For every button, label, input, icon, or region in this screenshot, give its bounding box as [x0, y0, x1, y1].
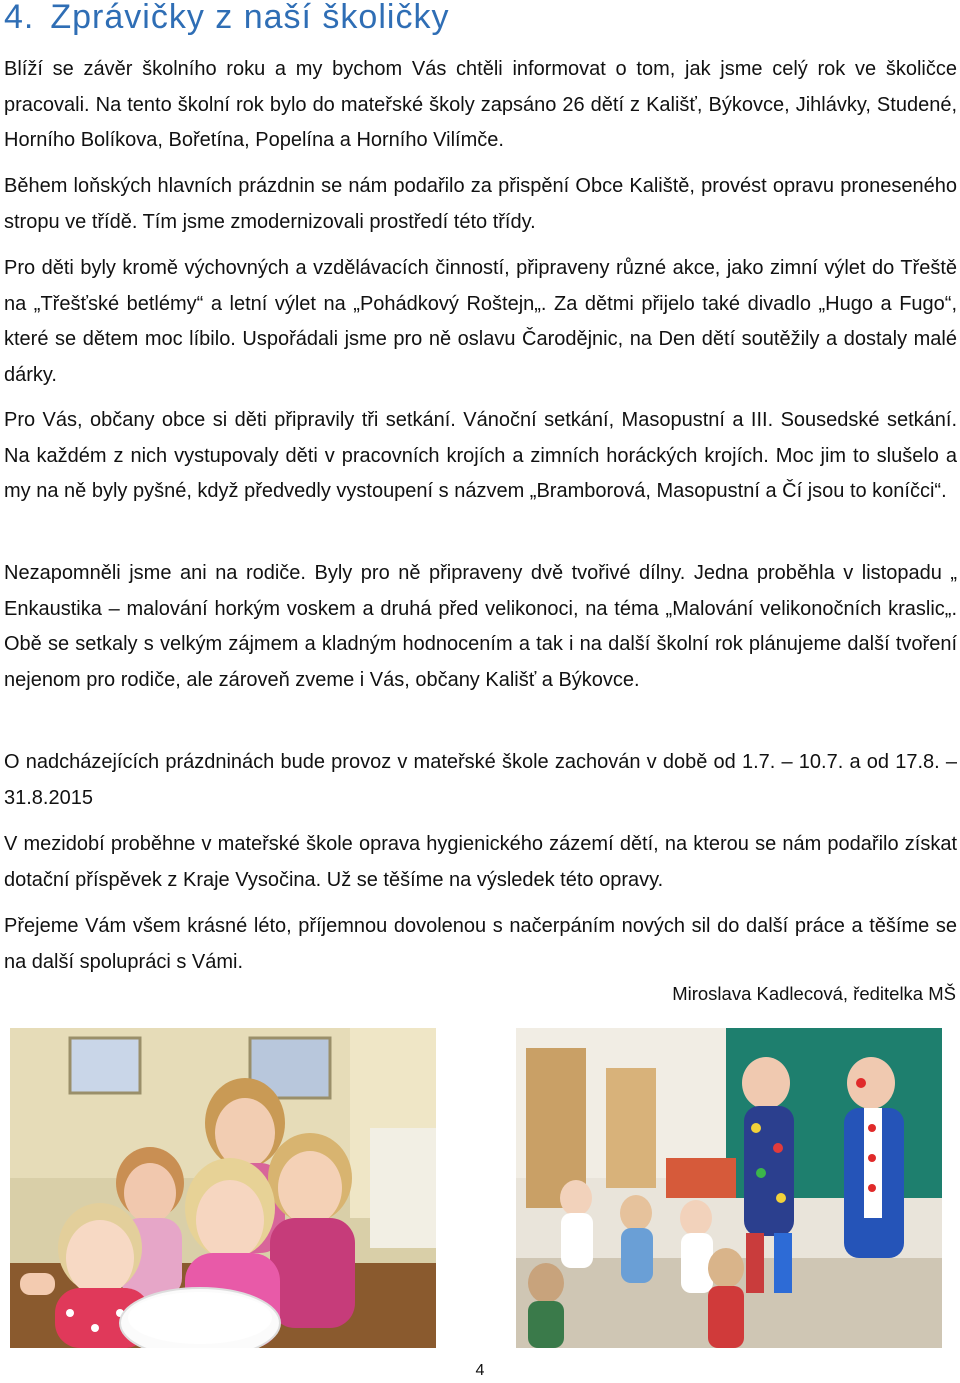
paragraph-holidays: O nadcházejících prázdninách bude provoz v mateřské škole zachován v době od 1.7. – 10.7. a od 17.8. – 31.8.2015: [4, 751, 957, 809]
paragraph-ceiling-repair: Během loňských hlavních prázdnin se nám podařilo za přispění Obce Kaliště, provést opravu proneseného stropu ve třídě. Tím jsme zmodernizovali prostředí této třídy.: [4, 175, 957, 233]
page-heading: [4, 0, 449, 37]
heading-title: Zprávičky z naší školičky: [50, 0, 450, 36]
photo-children-cake: [10, 1028, 436, 1348]
signature: Miroslava Kadlecová, ředitelka MŠ: [672, 983, 956, 1004]
paragraph-intro: Blíží se závěr školního roku a my bychom Vás chtěli informovat o tom, jak jsme celý rok ve školičce pracovali. Na tento školní rok bylo do mateřské školy zapsáno 26 dětí z Kališť, Býkovce, Jihlávky, Studené, Horního Bolíkova, Bořetína, Popelína a Horního Vilímče.: [4, 58, 957, 152]
paragraph-events: Pro děti byly kromě výchovných a vzdělávacích činností, připraveny různé akce, jako zimní výlet do Třeště na „Třešťské betlémy“ a letní výlet na „Pohádkový Roštejn„. Za dětmi přijelo také divadlo „Hugo a Fugo“, které se dětem moc líbilo. Uspořádali jsme pro ně oslavu Čarodějnic, na Den dětí soutěžily a dostaly malé dárky.: [4, 257, 957, 386]
page-number: 4: [475, 1362, 485, 1379]
heading-number: 4.: [4, 0, 35, 36]
photo-clowns-dancing: [516, 1028, 942, 1348]
paragraph-renovation: V mezidobí proběhne v mateřské škole oprava hygienického zázemí dětí, na kterou se nám podařilo získat dotační příspěvek z Kraje Vysočina. Už se těšíme na výsledek této opravy.: [4, 833, 957, 891]
paragraph-meetings: Pro Vás, občany obce si děti připravily tři setkání. Vánoční setkání, Masopustní a III. Sousedské setkání. Na každém z nich vystupovaly děti v pracovních krojích a zimních horáckých krojích. Moc jim to slušelo a my na ně byly pyšné, když předvedly vystoupení s názvem „Bramborová, Masopustní a Čí jsou to koníčci“.: [4, 409, 957, 503]
paragraph-parents: Nezapomněli jsme ani na rodiče. Byly pro ně připraveny dvě tvořivé dílny. Jedna proběhla v listopadu „ Enkaustika – malování horkým voskem a druhá před velikonoci, na téma „Malování velikonočních kraslic„. Obě se setkaly s velkým zájmem a kladným hodnocením a tak i na další školní rok plánujeme další tvoření nejenom pro rodiče, ale zároveň zveme i Vás, občany Kališť a Býkovce.: [4, 562, 957, 691]
paragraph-wishes: Přejeme Vám všem krásné léto, příjemnou dovolenou s načerpáním nových sil do další práce a těšíme se na další spolupráci s Vámi.: [4, 915, 957, 973]
